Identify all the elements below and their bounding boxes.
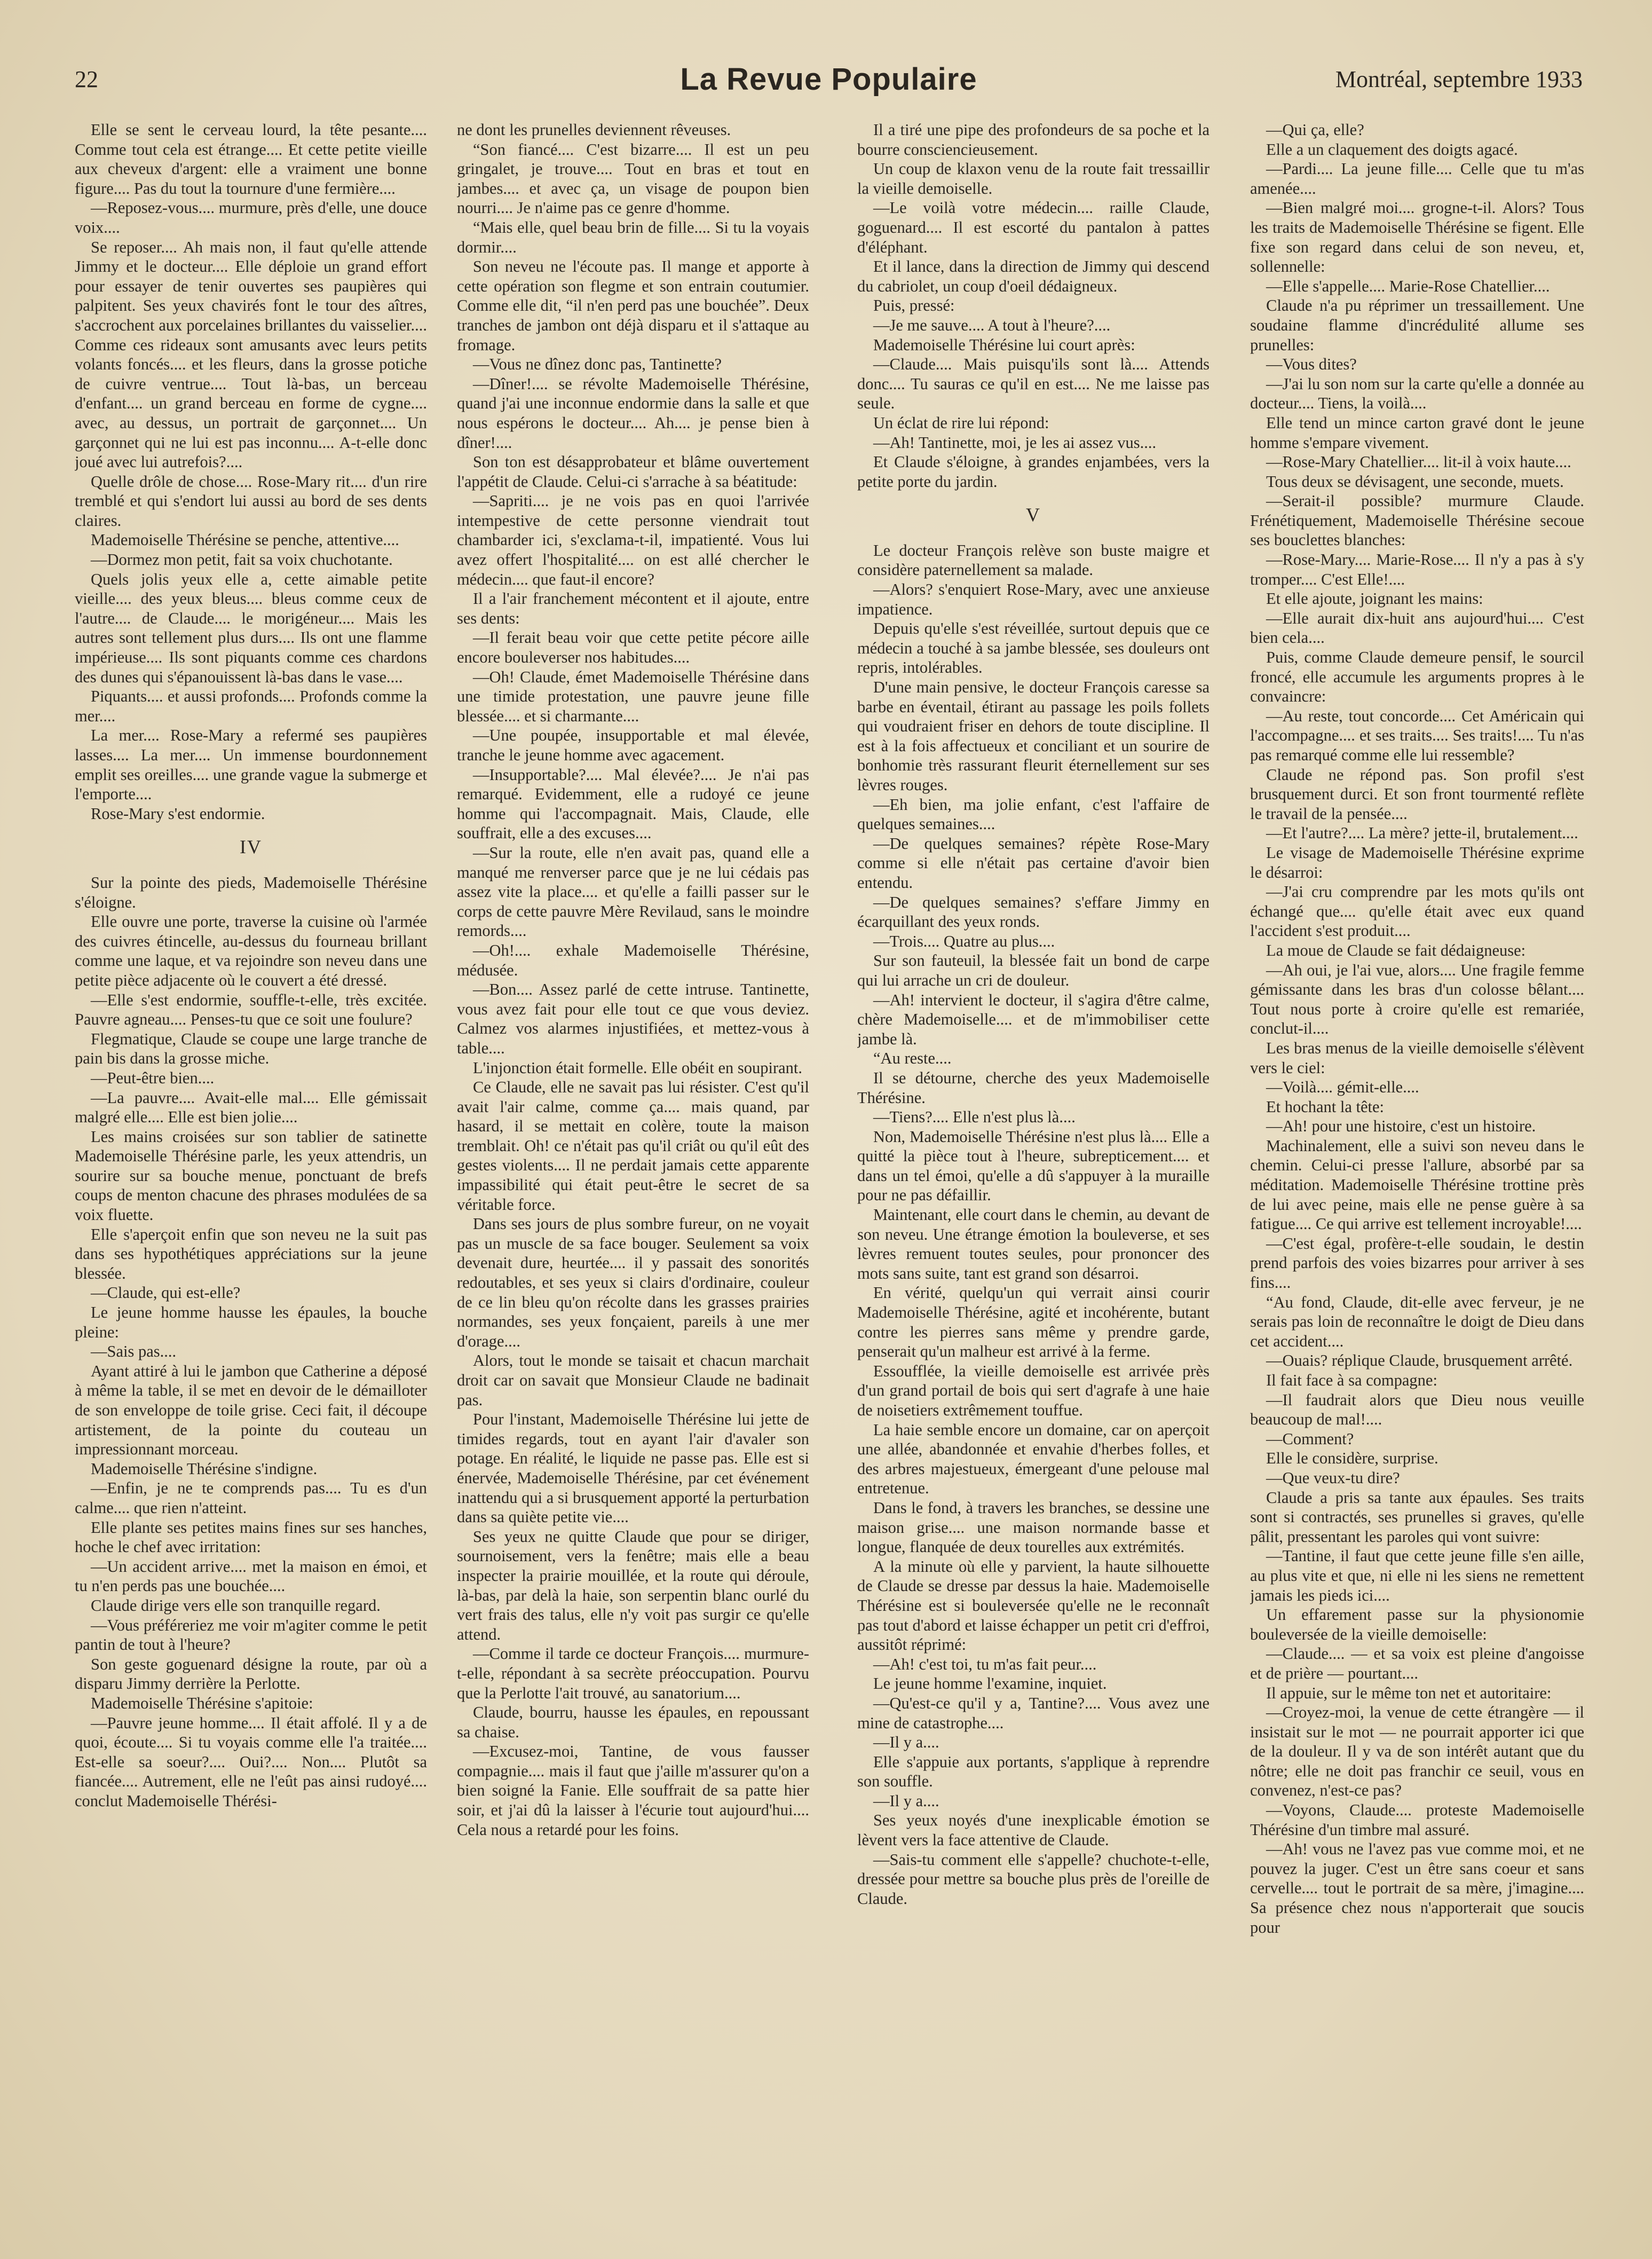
paragraph: Rose-Mary s'est endormie. — [91, 804, 265, 823]
paragraph: “Au reste.... — [873, 1049, 952, 1068]
paragraph: —Ah! intervient le docteur, il s'agira d'être calme, chère Mademoiselle.... et de m'immobiliser cette jambe là. — [857, 990, 1210, 1048]
paragraph: Mademoiselle Thérésine s'indigne. — [91, 1459, 318, 1478]
paragraph: Mademoiselle Thérésine s'apitoie: — [91, 1694, 313, 1712]
paragraph: —Il y a.... — [873, 1733, 939, 1752]
paragraph: Le docteur François relève son buste maigre et considère paternellement sa malade. — [857, 541, 1210, 579]
paragraph: —Voilà.... gémit-elle.... — [1266, 1078, 1419, 1097]
paragraph: —Qui ça, elle? — [1266, 121, 1364, 139]
paragraph: Ses yeux noyés d'une inexplicable émotion se lèvent vers la face attentive de Claude. — [857, 1811, 1210, 1849]
paragraph: —Enfin, je ne te comprends pas.... Tu es d'un calme.... que rien n'atteint. — [75, 1479, 427, 1517]
paragraph: La mer.... Rose-Mary a refermé ses paupières lasses.... La mer.... Un immense bourdonnement emplit ses oreilles.... une grande vague la submerge et l'emporte.... — [75, 726, 427, 804]
paragraph: —Voyons, Claude.... proteste Mademoiselle Thérésine d'un timbre mal assuré. — [1250, 1801, 1584, 1839]
paragraph: Elle s'aperçoit enfin que son neveu ne la suit pas dans ses hypothétiques appréciations sur la jeune blessée. — [75, 1225, 427, 1282]
paragraph: —Elle aurait dix-huit ans aujourd'hui.... C'est bien cela.... — [1250, 609, 1584, 647]
paragraph: —Le voilà votre médecin.... raille Claude, goguenard.... Il est escorté du pantalon à pattes d'éléphant. — [857, 199, 1210, 256]
text-column-3 — [857, 120, 1210, 2226]
paragraph: D'une main pensive, le docteur François caresse sa barbe en éventail, étirant au passage les poils follets qui voudraient friser en dehors de toute discipline. Il est à la fois affectueux et conciliant et un sourire de bonhomie très rassurant fleurit éternellement sur ses lèvres rouges. — [857, 678, 1210, 794]
paragraph: —Claude, qui est-elle? — [91, 1284, 241, 1302]
paragraph: Claude ne répond pas. Son profil s'est brusquement durci. Et son front tourmenté reflète le travail de la pensée.... — [1250, 765, 1584, 823]
paragraph: Un coup de klaxon venu de la route fait tressaillir la vieille demoiselle. — [857, 160, 1210, 198]
paragraph: Elle plante ses petites mains fines sur ses hanches, hoche le chef avec irritation: — [75, 1518, 427, 1556]
paragraph: Le visage de Mademoiselle Thérésine exprime le désarroi: — [1250, 843, 1584, 881]
paragraph: ne dont les prunelles deviennent rêveuses. — [457, 121, 731, 139]
paragraph: Le jeune homme l'examine, inquiet. — [873, 1674, 1107, 1693]
paragraph: Elle tend un mince carton gravé dont le jeune homme s'empare vivement. — [1250, 413, 1584, 452]
paragraph: —Ah! vous ne l'avez pas vue comme moi, et ne pouvez la juger. C'est un être sans coeur et sans cervelle.... tout le portrait de sa mère, j'imagine.... Sa présence chez nous n'apporterait que soucis pour — [1250, 1840, 1584, 1937]
paragraph: —Qu'est-ce qu'il y a, Tantine?.... Vous avez une mine de catastrophe.... — [857, 1694, 1210, 1732]
paragraph: —Vous préféreriez me voir m'agiter comme le petit pantin de tout à l'heure? — [75, 1616, 427, 1654]
section-heading: IV — [240, 836, 262, 858]
paragraph: La moue de Claude se fait dédaigneuse: — [1266, 941, 1526, 959]
paragraph: Puis, comme Claude demeure pensif, le sourcil froncé, elle accumule les arguments propres à le convaincre: — [1250, 648, 1584, 706]
paragraph: —Oh!.... exhale Mademoiselle Thérésine, médusée. — [457, 941, 809, 979]
paragraph: —C'est égal, profère-t-elle soudain, le destin prend parfois des voies bizarres pour arriver à ses fins.... — [1250, 1234, 1584, 1292]
paragraph: Les bras menus de la vieille demoiselle s'élèvent vers le ciel: — [1250, 1038, 1584, 1077]
paragraph: —Ah! c'est toi, tu m'as fait peur.... — [873, 1655, 1097, 1673]
paragraph: —Excusez-moi, Tantine, de vous fausser compagnie.... mais il faut que j'aille m'assurer qu'on a bien soigné la Fanie. Elle souffrait de sa patte hier soir, et j'ai dû la laisser à l'écurie tout aujourd'hui.... Cela nous a retardé pour les foins. — [457, 1742, 809, 1839]
paragraph: Un effarement passe sur la physionomie bouleversée de la vieille demoiselle: — [1250, 1605, 1584, 1643]
text-column-2 — [457, 120, 809, 2226]
paragraph: Piquants.... et aussi profonds.... Profonds comme la mer.... — [75, 687, 427, 725]
paragraph: —Pauvre jeune homme.... Il était affolé. Il y a de quoi, écoute.... Si tu voyais comme elle l'a traitée.... Est-elle sa soeur?.... Oui?.... Non.... Plutôt sa fiancée.... Autrement, elle ne l'eût pas ainsi rudoyé.... conclut Mademoiselle Thérési- — [75, 1713, 427, 1810]
paragraph: Flegmatique, Claude se coupe une large tranche de pain bis dans la grosse miche. — [75, 1029, 427, 1068]
paragraph: Son neveu ne l'écoute pas. Il mange et apporte à cette opération son flegme et son entrain coutumier. Comme elle dit, “il n'en perd pas une bouchée”. Deux tranches de jambon ont déjà disparu et il s'attaque au fromage. — [457, 257, 809, 354]
paragraph: Elle ouvre une porte, traverse la cuisine où l'armée des cuivres étincelle, au-dessus du fourneau brillant comme une laque, et va rejoindre son neveu dans une petite pièce adjacente où le couvert a été dressé. — [75, 912, 427, 989]
paragraph: —Vous ne dînez donc pas, Tantinette? — [473, 355, 722, 374]
paragraph: —Je me sauve.... A tout à l'heure?.... — [873, 316, 1111, 334]
page-number: 22 — [75, 66, 98, 92]
paragraph: La haie semble encore un domaine, car on aperçoit une allée, abandonnée et envahie d'herbes folles, et des arbres majestueux, émergeant d'une pelouse mal entretenue. — [857, 1420, 1210, 1498]
paragraph: Dans le fond, à travers les branches, se dessine une maison grise.... une maison normande basse et longue, flanquée de deux tourelles aux extrémités. — [857, 1498, 1210, 1556]
paragraph: —Un accident arrive.... met la maison en émoi, et tu n'en perds pas une bouchée.... — [75, 1557, 427, 1595]
paragraph: Se reposer.... Ah mais non, il faut qu'elle attende Jimmy et le docteur.... Elle déploie un grand effort pour essayer de tenir ouvertes ses paupières qui palpitent. Ses yeux chavirés font le tour des aîtres, s'accrochent aux porcelaines brillantes du vaisselier.... Comme ces rideaux sont amusants avec leurs petits volants foncés.... et les fleurs, dans la grosse potiche de cuivre ventrue.... Tout là-bas, un berceau d'enfant.... un grand berceau en forme de cygne.... avec, au dessus, un portrait de garçonnet.... Un garçonnet qui ne lui est pas inconnu.... A-t-elle donc joué avec lui autrefois?.... — [75, 238, 427, 471]
paragraph: Ayant attiré à lui le jambon que Catherine a déposé à même la table, il se met en devoir de le démailloter de son enveloppe de toile grise. Ceci fait, il découpe artistement, de la pointe du couteau un impressionnant morceau. — [75, 1361, 427, 1459]
paragraph: A la minute où elle y parvient, la haute silhouette de Claude se dresse par dessus la haie. Mademoiselle Thérésine est si bouleversée qu'elle ne le reconnaît pas tout d'abord et laisse échapper un petit cri d'effroi, aussitôt réprimé: — [857, 1557, 1210, 1654]
paragraph: Et il lance, dans la direction de Jimmy qui descend du cabriolet, un coup d'oeil dédaigneux. — [857, 257, 1210, 295]
text-column-4 — [1250, 120, 1584, 2226]
paragraph: Il a tiré une pipe des profondeurs de sa poche et la bourre consciencieusement. — [857, 121, 1210, 159]
section-heading: V — [1026, 504, 1041, 526]
paragraph: Non, Mademoiselle Thérésine n'est plus là.... Elle a quitté la pièce tout à l'heure, subrepticement.... et dans un tel émoi, qu'elle a dû s'appuyer à la muraille pour ne pas défaillir. — [857, 1127, 1210, 1205]
paragraph: —Ah oui, je l'ai vue, alors.... Une fragile femme gémissante dans les bras d'un colosse bêlant.... Tout nous porte à croire qu'elle est remariée, conclut-il.... — [1250, 961, 1584, 1038]
paragraph: En vérité, quelqu'un qui verrait ainsi courir Mademoiselle Thérésine, agité et incohérente, butant contre les pierres sans même y prendre garde, penserait qu'un malheur est arrivé à la ferme. — [857, 1284, 1210, 1361]
paragraph: Claude n'a pu réprimer un tressaillement. Une soudaine flamme d'incrédulité allume ses prunelles: — [1250, 296, 1584, 354]
paragraph: —Rose-Mary.... Marie-Rose.... Il n'y a pas à s'y tromper.... C'est Elle!.... — [1250, 550, 1584, 588]
paragraph: —Comme il tarde ce docteur François.... murmure-t-elle, répondant à sa secrète préoccupation. Pourvu que la Perlotte l'ait trouvé, au sanatorium.... — [457, 1644, 809, 1702]
paragraph: Maintenant, elle court dans le chemin, au devant de son neveu. Une étrange émotion la bouleverse, et ses lèvres remuent toutes seules, pour prononcer des mots sans suite, tant est grand son désarroi. — [857, 1206, 1210, 1282]
paragraph: —Pardi.... La jeune fille.... Celle que tu m'as amenée.... — [1250, 160, 1584, 198]
paragraph: Machinalement, elle a suivi son neveu dans le chemin. Celui-ci presse l'allure, absorbé par sa méditation. Mademoiselle Thérésine trottine près de lui avec peine, mais elle ne pense guère à sa fatigue.... Ce qui arrive est tellement incroyable!.... — [1250, 1136, 1584, 1233]
paragraph: —Elle s'appelle.... Marie-Rose Chatellier.... — [1266, 277, 1550, 295]
paragraph: —Alors? s'enquiert Rose-Mary, avec une anxieuse impatience. — [857, 580, 1210, 618]
paragraph: “Au fond, Claude, dit-elle avec ferveur, je ne serais pas loin de reconnaître le doigt de Dieu dans cet accident.... — [1250, 1293, 1584, 1350]
paragraph: Il a l'air franchement mécontent et il ajoute, entre ses dents: — [457, 589, 809, 627]
paragraph: Et hochant la tête: — [1266, 1097, 1385, 1116]
paragraph: —Ah! pour une histoire, c'est un histoire. — [1266, 1117, 1536, 1136]
paragraph: —Reposez-vous.... murmure, près d'elle, une douce voix.... — [75, 199, 427, 237]
paragraph: —De quelques semaines? s'effare Jimmy en écarquillant des yeux ronds. — [857, 893, 1210, 931]
paragraph: —Sais pas.... — [91, 1342, 177, 1361]
paragraph: —Vous dites? — [1266, 355, 1357, 374]
paragraph: —Rose-Mary Chatellier.... lit-il à voix haute.... — [1266, 453, 1571, 471]
paragraph: Le jeune homme hausse les épaules, la bouche pleine: — [75, 1303, 427, 1341]
paragraph: —Ah! Tantinette, moi, je les ai assez vus.... — [873, 433, 1157, 452]
masthead-title: La Revue Populaire — [680, 62, 977, 97]
paragraph: Son geste goguenard désigne la route, par où a disparu Jimmy derrière la Perlotte. — [75, 1655, 427, 1693]
paragraph: —Il ferait beau voir que cette petite pécore aille encore bouleverser nos habitudes.... — [457, 628, 809, 667]
paragraph: —Eh bien, ma jolie enfant, c'est l'affaire de quelques semaines.... — [857, 795, 1210, 833]
paragraph: —Trois.... Quatre au plus.... — [873, 932, 1055, 950]
paragraph: Claude a pris sa tante aux épaules. Ses traits sont si contractés, ses prunelles si graves, qu'elle pâlit, pressentant les paroles qui vont suivre: — [1250, 1488, 1584, 1546]
paragraph: —J'ai lu son nom sur la carte qu'elle a donnée au docteur.... Tiens, la voilà.... — [1250, 374, 1584, 413]
text-column-1 — [75, 120, 427, 2226]
paragraph: —Au reste, tout concorde.... Cet Américain qui l'accompagne.... et ses traits.... Ses traits!.... Tu n'as pas remarqué comme elle lui ressemble? — [1250, 706, 1584, 764]
paragraph: —Il faudrait alors que Dieu nous veuille beaucoup de mal!.... — [1250, 1390, 1584, 1429]
paragraph: Claude dirige vers elle son tranquille regard. — [91, 1596, 381, 1615]
paragraph: —Oh! Claude, émet Mademoiselle Thérésine dans une timide protestation, une pauvre jeune fille blessée.... et si charmante.... — [457, 667, 809, 725]
paragraph: Essoufflée, la vieille demoiselle est arrivée près d'un grand portail de bois qui sert d'agrafe à une haie de noisetiers extrêmement touffue. — [857, 1361, 1210, 1419]
paragraph: Un éclat de rire lui répond: — [873, 413, 1049, 432]
paragraph: Elle a un claquement des doigts agacé. — [1266, 140, 1518, 159]
paragraph: Claude, bourru, hausse les épaules, en repoussant sa chaise. — [457, 1703, 809, 1741]
paragraph: —Ouais? réplique Claude, brusquement arrêté. — [1266, 1351, 1573, 1370]
paragraph: —La pauvre.... Avait-elle mal.... Elle gémissait malgré elle.... Elle est bien jolie.... — [75, 1088, 427, 1127]
paragraph: —Elle s'est endormie, souffle-t-elle, très excitée. Pauvre agneau.... Penses-tu que ce soit une foulure? — [75, 990, 427, 1029]
paragraph: —J'ai cru comprendre par les mots qu'ils ont échangé que.... qu'elle était avec eux quand l'accident s'est produit.... — [1250, 883, 1584, 940]
paragraph: —Bon.... Assez parlé de cette intruse. Tantinette, vous avez fait pour elle tout ce que vous deviez. Calmez vos alarmes injustifiées, et mettez-vous à table.... — [457, 980, 809, 1057]
paragraph: —Tiens?.... Elle n'est plus là.... — [873, 1108, 1076, 1127]
paragraph: Tous deux se dévisagent, une seconde, muets. — [1266, 472, 1564, 491]
paragraph: —Il y a.... — [873, 1791, 939, 1810]
paragraph: —Insupportable?.... Mal élevée?.... Je n'ai pas remarqué. Evidemment, elle a rudoyé ce jeune homme qui l'accompagnait. Mais, Claude, elle souffrait, elle a des excuses.... — [457, 765, 809, 843]
paragraph: Il appuie, sur le même ton net et autoritaire: — [1266, 1683, 1552, 1702]
paragraph: —Comment? — [1266, 1429, 1354, 1448]
paragraph: Sur la pointe des pieds, Mademoiselle Thérésine s'éloigne. — [75, 873, 427, 911]
paragraph: —Claude.... — et sa voix est pleine d'angoisse et de prière — pourtant.... — [1250, 1644, 1584, 1682]
paragraph: Sur son fauteuil, la blessée fait un bond de carpe qui lui arrache un cri de douleur. — [857, 951, 1210, 989]
issue-date: Montréal, septembre 1933 — [1335, 66, 1583, 92]
paragraph: Mademoiselle Thérésine lui court après: — [873, 335, 1135, 354]
paragraph: Il fait face à sa compagne: — [1266, 1371, 1437, 1389]
paragraph: “Mais elle, quel beau brin de fille.... Si tu la voyais dormir.... — [457, 218, 809, 256]
paragraph: Elle le considère, surprise. — [1266, 1449, 1438, 1468]
paragraph: —Sur la route, elle n'en avait pas, quand elle a manqué me renverser parce que je ne lui cédais pas assez vite la place.... et qu'elle a failli passer sur le corps de cette pauvre Mère Revilaud, sans le moindre remords.... — [457, 843, 809, 940]
paragraph: L'injonction était formelle. Elle obéit en soupirant. — [473, 1058, 803, 1077]
paragraph: Quelle drôle de chose.... Rose-Mary rit.... d'un rire tremblé et qui s'endort lui aussi au bord de ses dents claires. — [75, 472, 427, 530]
paragraph: Mademoiselle Thérésine se penche, attentive.... — [91, 531, 399, 549]
paragraph: Et elle ajoute, joignant les mains: — [1266, 589, 1483, 608]
paragraph: Il se détourne, cherche des yeux Mademoiselle Thérésine. — [857, 1068, 1210, 1107]
paragraph: —Croyez-moi, la venue de cette étrangère — il insistait sur le mot — ne pourrait apporter ici que de la douleur. Il y va de son intérêt autant que du nôtre; elle ne doit pas franchir ce seuil, vous en convenez, n'est-ce pas? — [1250, 1703, 1584, 1800]
paragraph: Les mains croisées sur son tablier de satinette Mademoiselle Thérésine parle, les yeux attendris, un sourire sur sa bouche menue, ponctuant de brefs coups de menton chacune des phrases modulées de sa voix fluette. — [75, 1127, 427, 1224]
paragraph: Ses yeux ne quitte Claude que pour se diriger, sournoisement, vers la fenêtre; mais elle a beau inspecter la prairie mouillée, et la route qui déroule, là-bas, par delà la haie, son serpentin blanc ourlé du vert frais des talus, elle n'y voit pas surgir ce qu'elle attend. — [457, 1527, 809, 1643]
paragraph: —Sais-tu comment elle s'appelle? chuchote-t-elle, dressée pour mettre sa bouche plus près de l'oreille de Claude. — [857, 1850, 1210, 1908]
paragraph: Dans ses jours de plus sombre fureur, on ne voyait pas un muscle de sa face bouger. Seulement sa voix devenait dure, heurtée.... il y passait des sonorités redoutables, et ses yeux si clairs d'ordinaire, couleur de ce lin bleu qu'on récolte dans les grasses prairies normandes, ses yeux fonçaient, pareils à une mer d'orage.... — [457, 1215, 809, 1350]
page-header — [75, 61, 1583, 99]
paragraph: Pour l'instant, Mademoiselle Thérésine lui jette de timides regards, tout en ayant l'air d'avaler son potage. En réalité, le liquide ne passe pas. Elle est si énervée, Mademoiselle Thérésine, par cet événement inattendu qui a si brusquement apporté la perturbation dans sa quiète petite vie.... — [457, 1410, 809, 1526]
paragraph: Elle se sent le cerveau lourd, la tête pesante.... Comme tout cela est étrange.... Et cette petite vieille aux cheveux d'argent: elle a vraiment une bonne figure.... Pas du tout la tournure d'une fermière.... — [75, 121, 427, 198]
paragraph: —Claude.... Mais puisqu'ils sont là.... Attends donc.... Tu sauras ce qu'il en est.... Ne me laisse pas seule. — [857, 355, 1210, 413]
paragraph: Puis, pressé: — [873, 296, 955, 315]
paragraph: —Une poupée, insupportable et mal élevée, tranche le jeune homme avec agacement. — [457, 726, 809, 764]
paragraph: “Son fiancé.... C'est bizarre.... Il est un peu gringalet, je trouve.... Tout en bras et tout en jambes.... et avec ça, un visage de poupon bien nourri.... Je n'aime pas ce genre d'homme. — [457, 140, 809, 217]
paragraph: Ce Claude, elle ne savait pas lui résister. C'est qu'il avait l'air calme, comme ça.... mais quand, par hasard, il se mettait en colère, toute la maison tremblait. Oh! ce n'était pas qu'il criât ou qu'il eût des gestes violents.... Il ne perdait jamais cette apparente impassibilité qui était peut-être le secret de sa véritable force. — [457, 1078, 809, 1214]
paragraph: Son ton est désapprobateur et blâme ouvertement l'appétit de Claude. Celui-ci s'arrache à sa béatitude: — [457, 453, 809, 491]
paragraph: Elle s'appuie aux portants, s'applique à reprendre son souffle. — [857, 1752, 1210, 1791]
paragraph: —De quelques semaines? répète Rose-Mary comme si elle n'était pas certaine d'avoir bien entendu. — [857, 834, 1210, 892]
paragraph: —Que veux-tu dire? — [1266, 1468, 1400, 1487]
paragraph: —Tantine, il faut que cette jeune fille s'en aille, au plus vite et que, ni elle ni les siens ne remettent jamais les pieds ici.... — [1250, 1547, 1584, 1604]
paragraph: Et Claude s'éloigne, à grandes enjambées, vers la petite porte du jardin. — [857, 453, 1210, 491]
paragraph: —Bien malgré moi.... grogne-t-il. Alors? Tous les traits de Mademoiselle Thérésine se figent. Elle fixe son regard dans celui de son neveu, et, sollennelle: — [1250, 199, 1584, 276]
paragraph: Depuis qu'elle s'est réveillée, surtout depuis que ce médecin a touché à sa jambe blessée, ses douleurs ont repris, intolérables. — [857, 619, 1210, 677]
paragraph: —Serait-il possible? murmure Claude. Frénétiquement, Mademoiselle Thérésine secoue ses bouclettes blanches: — [1250, 492, 1584, 549]
paragraph: Quels jolis yeux elle a, cette aimable petite vieille.... des yeux bleus.... bleus comme ceux de l'autre.... de Claude.... le morigéneur.... Mais les autres sont tellement plus durs.... Ils ont une flamme impérieuse.... Ils sont piquants comme ces chardons des dunes qui s'épanouissent là-bas dans le vase.... — [75, 570, 427, 686]
paragraph: —Dîner!.... se révolte Mademoiselle Thérésine, quand j'ai une inconnue endormie dans la salle et que nous espérons le docteur.... Ah.... je pense bien à dîner!.... — [457, 374, 809, 452]
paragraph: —Et l'autre?.... La mère? jette-il, brutalement.... — [1266, 824, 1578, 843]
paragraph: Alors, tout le monde se taisait et chacun marchait droit car on savait que Monsieur Claude ne badinait pas. — [457, 1351, 809, 1409]
paragraph: —Dormez mon petit, fait sa voix chuchotante. — [91, 550, 393, 569]
paragraph: —Peut-être bien.... — [91, 1068, 215, 1087]
paragraph: —Sapriti.... je ne vois pas en quoi l'arrivée intempestive de cette personne viendrait tout chambarder ici, s'exclama-t-il, impatienté. Vous lui avez offert l'hospitalité.... on est allé chercher le médecin.... que faut-il encore? — [457, 492, 809, 588]
